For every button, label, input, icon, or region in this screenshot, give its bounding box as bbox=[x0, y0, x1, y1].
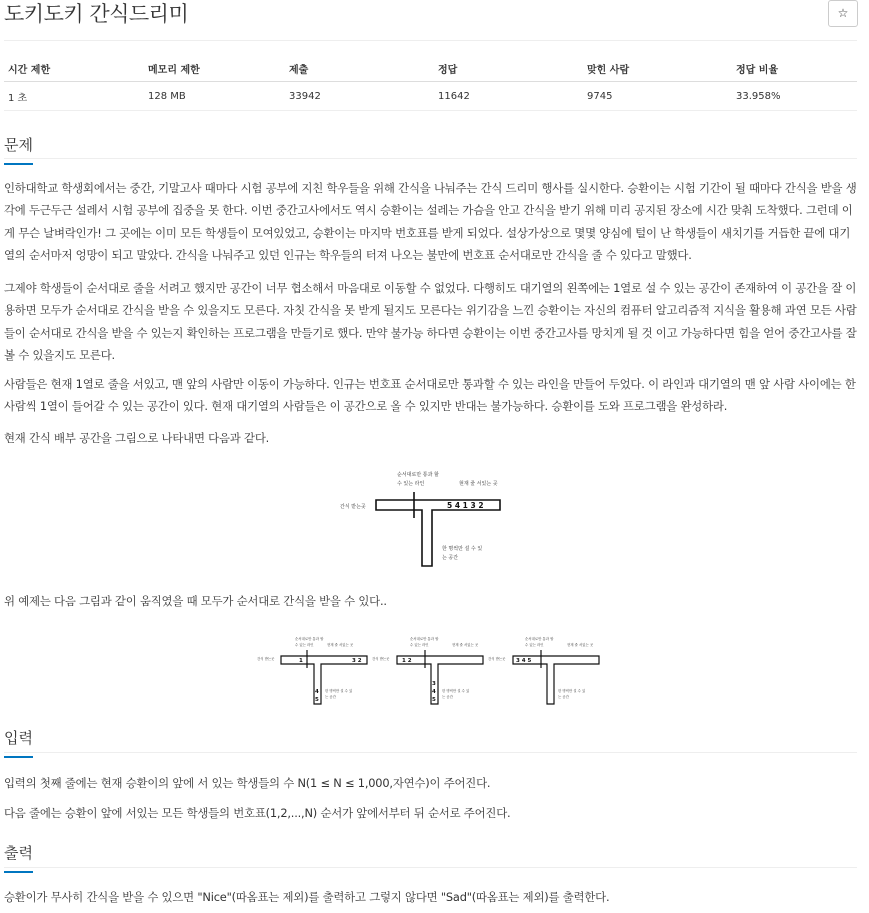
output-heading-text: 출력 bbox=[4, 844, 33, 862]
description-paragraph-3: 사람들은 현재 1열로 줄을 서있고, 맨 앞의 사람만 이동이 가능하다. 인규는 번호표 순서대로만 통과할 수 있는 라인을 만들어 두었다. 이 라인과 대기열의 맨 앞 사람 사이에는 한 사람씩 1열이 들어갈 수 있는 공간이 있다. 현재 대기열의 사람들은 이 공간으로 올 수 있지만 반대는 불가능하다. 승환이를 도와 프로그램을 완성하라. bbox=[4, 377, 856, 414]
header-solved-users: 맞힌 사람 bbox=[583, 56, 732, 82]
fig1-queue-numbers: 5 4 1 3 2 bbox=[447, 501, 484, 510]
input-paragraph-2: 다음 줄에는 승환이 앞에 서있는 모든 학생들의 번호표(1,2,...,N) 순서가 앞에서부터 뒤 순서로 주어진다. bbox=[4, 806, 511, 820]
fig2-p2-receive-value: 1 2 bbox=[402, 658, 412, 664]
header-memory-limit: 메모리 제한 bbox=[144, 56, 285, 82]
output-paragraph-1: 승환이가 무사히 간식을 받을 수 있으면 "Nice"(따옴표는 제외)를 출력하고 그렇지 않다면 "Sad"(따옴표는 제외)를 출력한다. bbox=[4, 890, 610, 904]
fig1-line-label: 순서대로만 통과 할 bbox=[397, 472, 439, 478]
value-ratio: 33.958% bbox=[732, 82, 857, 111]
fig2-p2-line-label: 순서대로만 통과 할 bbox=[410, 637, 439, 641]
header-time-limit: 시간 제한 bbox=[4, 56, 144, 82]
output-heading-line bbox=[4, 867, 857, 868]
fig2-p3-queue-label: 현재 줄 서있는 곳 bbox=[567, 643, 594, 647]
value-accepted[interactable]: 11642 bbox=[434, 82, 583, 111]
problem-info-table bbox=[4, 56, 857, 111]
fig2-p2-stack-2: 4 bbox=[432, 689, 436, 695]
fig1-receive-label: 간식 받는곳 bbox=[340, 504, 366, 510]
output-heading-underline bbox=[4, 871, 33, 873]
figure-movement-sequence bbox=[255, 634, 605, 710]
fig1-space-label-2: 는 공간 bbox=[442, 555, 459, 561]
problem-heading-underline bbox=[4, 163, 33, 165]
fig2-panel-1 bbox=[257, 636, 367, 704]
header-ratio: 정답 비율 bbox=[732, 56, 857, 82]
fig2-p3-space-label: 한 명씩만 설 수 있 bbox=[558, 689, 586, 693]
description-paragraph-1: 인하대학교 학생회에서는 중간, 기말고사 때마다 시험 공부에 지친 학우들을 위해 간식을 나눠주는 간식 드리미 행사를 실시한다. 승환이는 시험 기간이 될 때마다 간식을 받을 생각에 두근두근 설레서 시험 공부에 집중을 못 한다. 이번 중간고사에서도 역시 승환이는 설레는 가슴을 안고 간식을 받기 위해 미리 공지된 장소에 시간 맞춰 도착했다. 그런데 이게 무슨 날벼락인가! 그 곳에는 이미 모든 학생들이 모여있었고, 승환이는 마지막 번호표를 받게 되었다. 설상가상으로 몇몇 양심에 털이 난 학생들이 새치기를 거듭한 끝에 대기열의 순서마저 엉망이 되고 말았다. 간식을 나눠주고 있던 인규는 학우들의 터져 나오는 불만에 번호표 순서대로만 간식을 줄 수 있다고 말했다. bbox=[4, 181, 857, 263]
value-solved-users[interactable]: 9745 bbox=[583, 82, 732, 111]
fig2-p3-line-label-2: 수 있는 라인 bbox=[525, 643, 544, 647]
input-paragraph-1: 입력의 첫째 줄에는 현재 승환이의 앞에 서 있는 학생들의 수 N(1 ≤ N ≤ 1,000,자연수)이 주어진다. bbox=[4, 776, 491, 790]
header-accepted: 정답 bbox=[434, 56, 583, 82]
figure-queue-layout bbox=[336, 468, 506, 570]
fig1-space-label: 한 명씩만 설 수 있 bbox=[442, 546, 483, 552]
value-memory-limit: 128 MB bbox=[144, 82, 285, 111]
input-heading bbox=[4, 727, 33, 748]
input-heading-text: 입력 bbox=[4, 729, 33, 747]
header-submissions: 제출 bbox=[285, 56, 434, 82]
description-paragraph-4: 현재 간식 배부 공간을 그림으로 나타내면 다음과 같다. bbox=[4, 431, 270, 445]
fig2-p1-space-label: 한 명씩만 설 수 있 bbox=[325, 689, 353, 693]
fig2-p3-receive-label: 간식 받는곳 bbox=[488, 657, 506, 661]
fig2-p1-stack-1: 4 bbox=[315, 689, 319, 695]
fig2-p1-stack-2: 5 bbox=[315, 697, 319, 703]
fig2-p2-receive-label: 간식 받는곳 bbox=[372, 657, 390, 661]
fig2-p3-line-label: 순서대로만 통과 할 bbox=[525, 637, 554, 641]
fig2-p2-stack-1: 3 bbox=[432, 681, 436, 687]
star-button[interactable]: ☆ bbox=[828, 0, 858, 27]
problem-heading bbox=[4, 134, 33, 155]
value-submissions[interactable]: 33942 bbox=[285, 82, 434, 111]
fig2-p2-line-label-2: 수 있는 라인 bbox=[410, 643, 429, 647]
problem-heading-line bbox=[4, 158, 857, 159]
fig2-p1-queue-value: 3 2 bbox=[352, 658, 362, 664]
description-paragraph-2: 그제야 학생들이 순서대로 줄을 서려고 했지만 공간이 너무 협소해서 마음대로 이동할 수 없었다. 다행히도 대기열의 왼쪽에는 1열로 설 수 있는 공간이 존재하여 이 공간을 잘 이용하면 모두가 순서대로 간식을 받을 수 있을지도 모른다. 자칫 간식을 못 받게 될지도 모른다는 위기감을 느낀 승환이는 자신의 컴퓨터 알고리즘적 지식을 활용해 과연 모든 사람들이 순서대로 간식을 받을 수 있는지 확인하는 프로그램을 만들기로 했다. 만약 불가능 하다면 승환이는 이번 중간고사를 망치게 될 것 이고 가능하다면 힘을 얻어 중간고사를 잘 볼 수 있을지도 모른다. bbox=[4, 281, 857, 363]
fig2-p1-line-label-2: 수 있는 라인 bbox=[295, 643, 314, 647]
title-divider bbox=[4, 40, 857, 41]
fig2-p2-space-label-2: 는 공간 bbox=[442, 695, 453, 699]
fig1-queue-label: 현재 줄 서있는 곳 bbox=[459, 481, 498, 487]
value-time-limit: 1 초 bbox=[4, 82, 144, 111]
info-value-row bbox=[4, 82, 857, 111]
fig2-p1-receive-value: 1 bbox=[299, 658, 303, 664]
problem-title: 도키도키 간식드리미 bbox=[4, 2, 189, 26]
fig2-p2-stack-3: 5 bbox=[432, 697, 436, 703]
fig2-p1-receive-label: 간식 받는곳 bbox=[257, 657, 275, 661]
output-heading bbox=[4, 842, 33, 863]
problem-heading-text: 문제 bbox=[4, 136, 33, 154]
input-heading-line bbox=[4, 752, 857, 753]
fig2-p3-receive-value: 3 4 5 bbox=[516, 658, 532, 664]
fig2-p1-line-label: 순서대로만 통과 할 bbox=[295, 637, 324, 641]
input-heading-underline bbox=[4, 756, 33, 758]
description-paragraph-5: 위 예제는 다음 그림과 같이 움직였을 때 모두가 순서대로 간식을 받을 수 있다.. bbox=[4, 594, 387, 608]
fig2-p2-space-label: 한 명씩만 설 수 있 bbox=[442, 689, 470, 693]
fig2-panel-3 bbox=[488, 636, 599, 704]
fig1-line-label-2: 수 있는 라인 bbox=[397, 481, 425, 487]
fig2-panel-2 bbox=[372, 636, 483, 704]
fig2-p3-space-label-2: 는 공간 bbox=[558, 695, 569, 699]
fig2-p1-queue-label: 현재 줄 서있는 곳 bbox=[327, 643, 354, 647]
fig2-p1-space-label-2: 는 공간 bbox=[325, 695, 336, 699]
fig2-p2-queue-label: 현재 줄 서있는 곳 bbox=[452, 643, 479, 647]
info-header-row bbox=[4, 56, 857, 82]
